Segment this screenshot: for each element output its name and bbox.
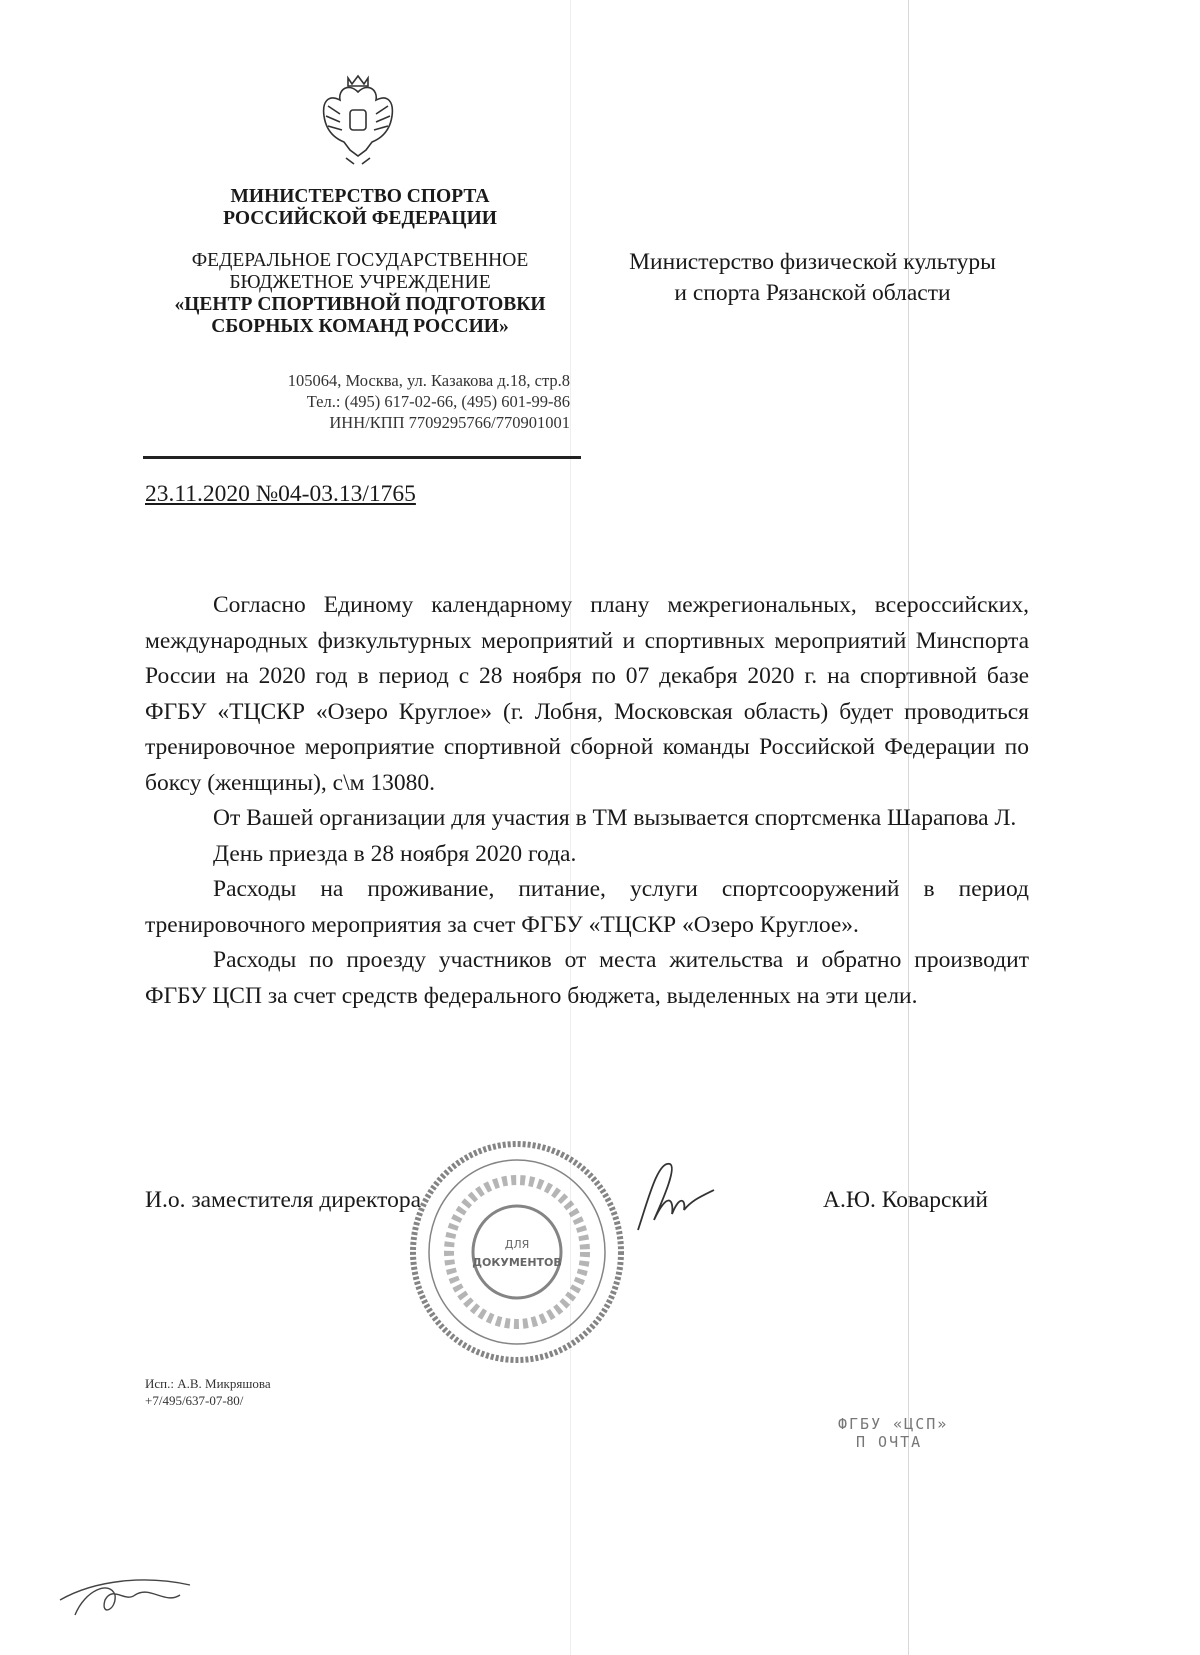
body-paragraph: От Вашей организации для участия в ТМ вызывается спортсменка Шарапова Л. [213, 805, 1017, 831]
address: 105064, Москва, ул. Казакова д.18, стр.8 [287, 371, 570, 390]
phone: Тел.: (495) 617-02-66, (495) 601-99-86 [306, 392, 570, 411]
body-paragraph: Согласно Единому календарному плану межрегиональных, всероссийских, международных физкультурных мероприятий и спортивных мероприятий Минспорта России на 2020 год в период с 28 ноября по 07 декабря 2020 г. на спортивной базе ФГБУ «ТЦСКР «Озеро Круглое» (г. Лобня, Московская область) будет проводиться тренировочное мероприятие спортивной сборной команды Российской Федерации по боксу (женщины), с\м 13080. [145, 592, 1029, 796]
header-divider [143, 456, 581, 459]
ministry-line: МИНИСТЕРСТВО СПОРТА [230, 186, 490, 207]
org-line: «ЦЕНТР СПОРТИВНОЙ ПОДГОТОВКИ [174, 294, 546, 315]
ministry-line: РОССИЙСКОЙ ФЕДЕРАЦИИ [223, 208, 497, 229]
letter-body [145, 588, 1029, 1014]
document-reference: 23.11.2020 №04-03.13/1765 [145, 481, 416, 507]
official-seal [408, 1140, 626, 1365]
inn-kpp: ИНН/КПП 7709295766/770901001 [329, 413, 570, 432]
svg-text:ДЛЯ: ДЛЯ [504, 1238, 530, 1251]
executor-phone: +7/495/637-07-80/ [145, 1393, 244, 1408]
recipient-line: и спорта Рязанской области [674, 280, 951, 306]
org-line: ФЕДЕРАЛЬНОЕ ГОСУДАРСТВЕННОЕ [191, 250, 529, 271]
coat-of-arms-emblem [318, 72, 398, 167]
org-line: БЮДЖЕТНОЕ УЧРЕЖДЕНИЕ [229, 272, 491, 293]
body-paragraph: Расходы по проезду участников от места жительства и обратно производит ФГБУ ЦСП за счет средств федерального бюджета, выделенных на эти цели. [145, 947, 1029, 1009]
signatory-name: А.Ю. Коварский [823, 1187, 988, 1213]
executor-info [145, 1375, 271, 1409]
executor-name: Исп.: А.В. Микряшова [145, 1376, 271, 1391]
recipient [590, 247, 1035, 309]
handwritten-initials [55, 1555, 205, 1630]
org-contacts [150, 370, 570, 433]
body-paragraph: День приезда в 28 ноября 2020 года. [213, 840, 577, 867]
ministry-name [160, 186, 560, 230]
recipient-line: Министерство физической культуры [629, 249, 996, 275]
postal-stamp [838, 1415, 948, 1451]
org-line: СБОРНЫХ КОМАНД РОССИИ» [211, 316, 509, 337]
svg-text:ДОКУМЕНТОВ: ДОКУМЕНТОВ [472, 1256, 562, 1269]
handwritten-signature [618, 1150, 718, 1235]
organization-name [130, 250, 590, 338]
postal-stamp-line: П ОЧТА [856, 1433, 923, 1451]
body-paragraph: Расходы на проживание, питание, услуги спортсооружений в период тренировочного мероприятия за счет ФГБУ «ТЦСКР «Озеро Круглое». [145, 876, 1029, 938]
postal-stamp-line: ФГБУ «ЦСП» [838, 1415, 949, 1433]
signatory-position: И.о. заместителя директора [145, 1187, 422, 1213]
